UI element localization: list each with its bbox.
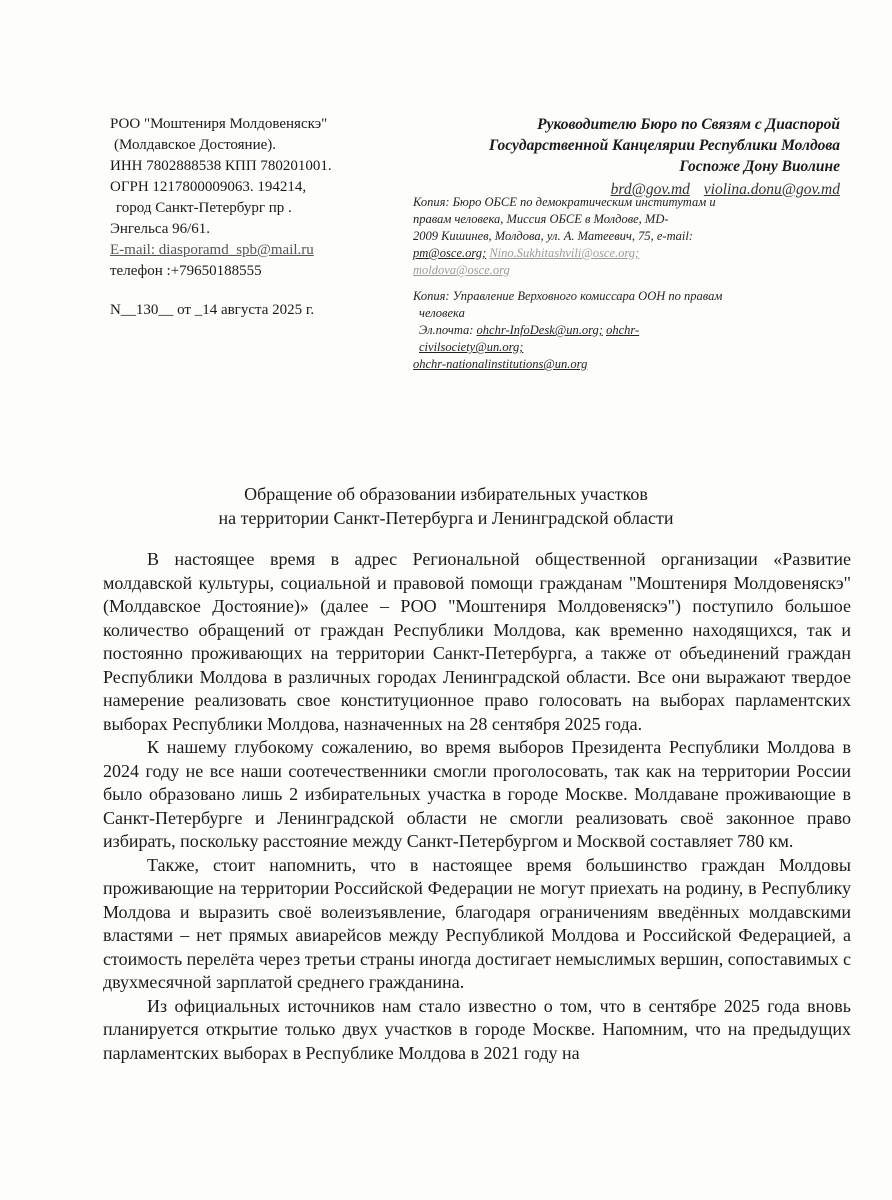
- sender-ogrn: ОГРН 1217800009063. 194214,: [110, 179, 307, 195]
- recipient-institution: Государственной Канцелярии Республики Молдова: [488, 137, 840, 154]
- body-paragraph-1: В настоящее время в адрес Региональной общественной организации «Развитие молдавской культуры, социальной и правовой помощи гражданам "Моштениря Молдовеняскэ" (Молдавское Достояние)» (далее – РОО "Моштениря Молдовеняскэ") поступило большое количество обращений от граждан Республики Молдова, как временно находящихся, так и постоянно проживающих на территории Санкт-Петербурга, а также от объединений граждан Республики Молдова в различных городах Ленинградской области. Все они выражают твердое намерение реализовать свое конституционное право голосовать на выборах парламентских выборах Республики Молдова, назначенных на 28 сентября 2025 года.: [103, 549, 851, 734]
- document-title: [0, 482, 892, 530]
- copy-ohchr-email-row-2: [413, 339, 833, 356]
- recipient-email-2[interactable]: violina.donu@gov.md: [703, 181, 840, 198]
- copy-osce-email-row-2: [413, 262, 833, 279]
- letter-body: [103, 548, 851, 1065]
- copy-ohchr-email-2b[interactable]: civilsociety@un.org;: [419, 340, 524, 354]
- copy-osce-email-3[interactable]: moldova@osce.org: [413, 263, 510, 277]
- copy-ohchr-email-2a[interactable]: ohchr-: [606, 323, 640, 337]
- sender-address-street: Энгельса 96/61.: [110, 221, 211, 237]
- sender-org-alias: (Молдавское Достояние).: [114, 137, 276, 153]
- copy-ohchr-line-1: Копия: Управление Верховного комиссара ООН по правам: [413, 289, 723, 303]
- copy-ohchr-block: [413, 288, 833, 373]
- recipient-email-1[interactable]: brd@gov.md: [610, 181, 690, 198]
- document-number-date: N__130__ от _14 августа 2025 г.: [110, 302, 315, 318]
- recipient-block: [489, 114, 840, 200]
- copy-ohchr-email-3[interactable]: ohchr-nationalinstitutions@un.org: [413, 357, 588, 371]
- copy-osce-line-3: [413, 228, 833, 245]
- copy-osce-address: 2009 Кишинев, Молдова, ул. А. Матеевич, 75, e-mail:: [413, 229, 693, 243]
- copy-osce-email-1[interactable]: pm@osce.org;: [413, 246, 487, 260]
- sender-phone: телефон :+79650188555: [110, 263, 262, 279]
- sender-address-city: город Санкт-Петербург пр .: [116, 200, 292, 216]
- body-paragraph-3: Также, стоит напомнить, что в настоящее время большинство граждан Молдовы проживающие на территории Российской Федерации не могут приехать на родину, в Республику Молдова и выразить своё волеизъявление, благодаря ограничениям введённых молдавскими властями – нет прямых авиарейсов между Республикой Молдова и Российской Федерацией, а стоимость перелёта через третьи страны иногда достигает немыслимых вершин, сопоставимых с двухмесячной зарплатой среднего гражданина.: [103, 854, 851, 992]
- sender-block: [110, 114, 332, 321]
- body-paragraph-4: Из официальных источников нам стало известно о том, что в сентябре 2025 года вновь планируется открытие только двух участков в городе Москве. Напомним, что на предыдущих парламентских выборах в Республике Молдова в 2021 году на: [103, 995, 851, 1063]
- recipient-position: Руководителю Бюро по Связям с Диаспорой: [537, 116, 840, 133]
- copy-ohchr-line-2: человека: [419, 306, 465, 320]
- copy-ohchr-email-row-1: [413, 322, 833, 339]
- sender-inn-kpp: ИНН 7802888538 КПП 780201001.: [110, 158, 332, 174]
- copy-osce-block: [413, 194, 833, 279]
- document-title-line-2: на территории Санкт-Петербурга и Ленинградской области: [218, 508, 674, 528]
- document-title-line-1: Обращение об образовании избирательных участков: [244, 484, 648, 504]
- body-paragraph-2: К нашему глубокому сожалению, во время выборов Президента Республики Молдова в 2024 году не все наши соотечественники смогли проголосовать, так как на территории России было образовано лишь 2 избирательных участка в городе Москве. Молдаване проживающие в Санкт-Петербурге и Ленинградской области не смогли реализовать своё законное право избирать, поскольку расстояние между Санкт-Петербургом и Москвой составляет 780 км.: [103, 737, 851, 851]
- copy-ohchr-email-row-3: [413, 356, 833, 373]
- sender-email[interactable]: E-mail: diasporamd_spb@mail.ru: [110, 242, 314, 258]
- copy-osce-line-1: Копия: Бюро ОБСЕ по демократическим институтам и: [413, 195, 716, 209]
- sender-org-name: РОО "Моштениря Молдовеняскэ": [110, 116, 328, 132]
- copy-osce-emails: [413, 245, 833, 262]
- copy-osce-line-2: правам человека, Миссия ОБСЕ в Молдове, MD-: [413, 212, 669, 226]
- copy-ohchr-email-1[interactable]: ohchr-InfoDesk@un.org;: [476, 323, 603, 337]
- recipient-name: Госпоже Дону Виолине: [679, 158, 840, 175]
- copy-osce-email-2[interactable]: Nino.Sukhitashvili@osce.org;: [489, 246, 640, 260]
- copy-ohchr-email-label: Эл.почта:: [419, 323, 477, 337]
